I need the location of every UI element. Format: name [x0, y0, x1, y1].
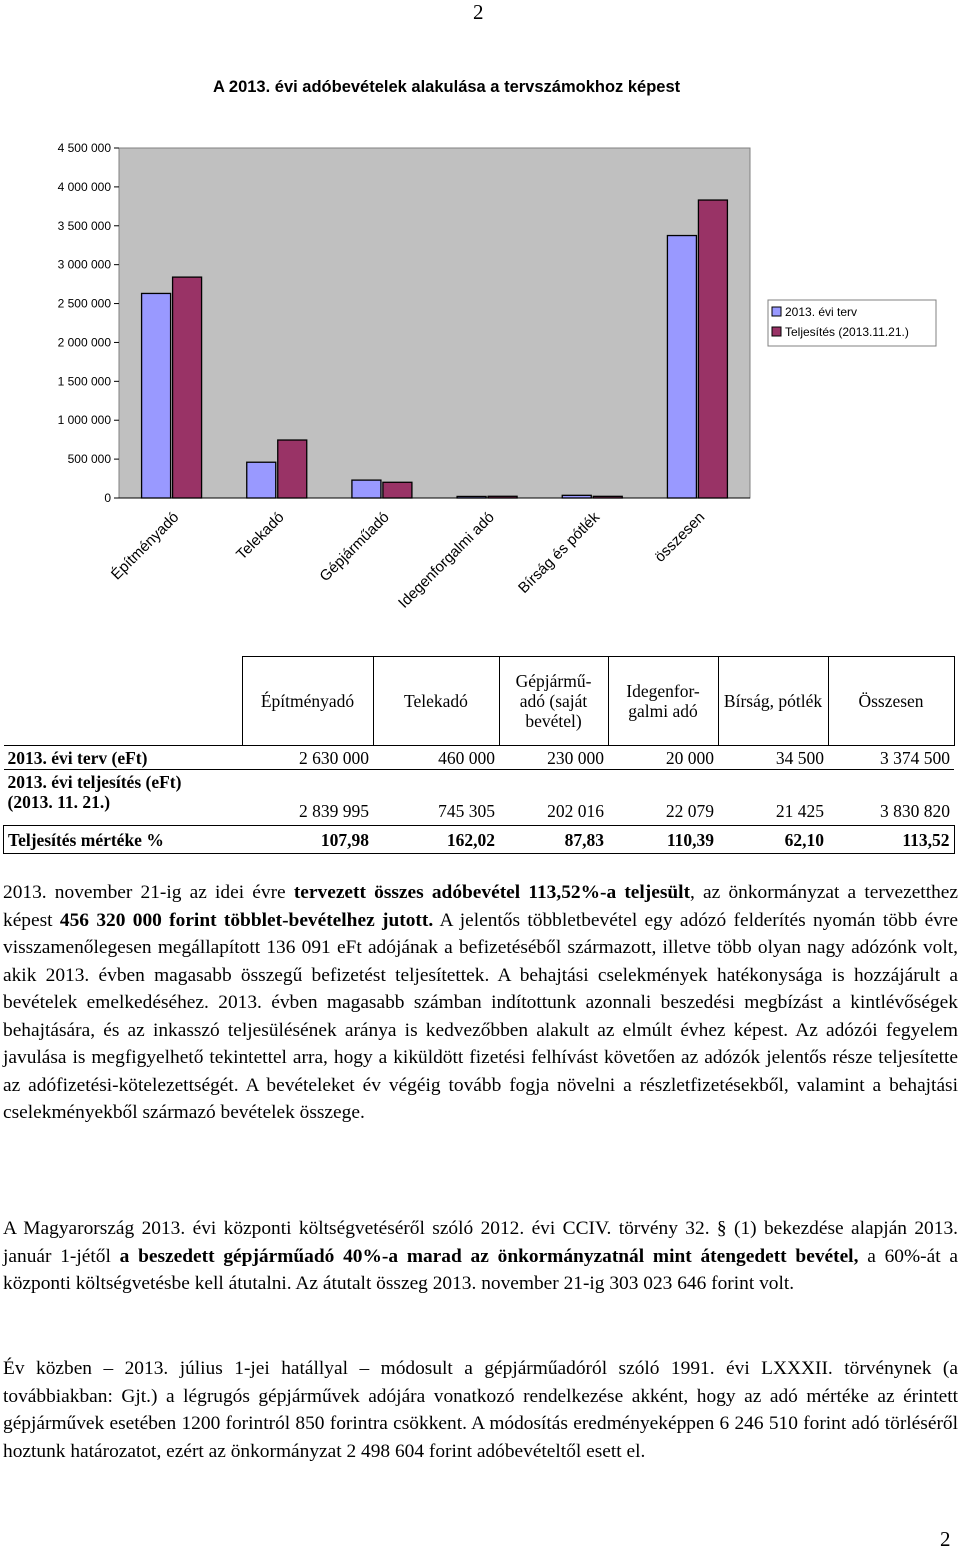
table-row [4, 746, 955, 770]
y-tick-label: 0 [104, 491, 111, 505]
bar [488, 496, 517, 498]
bar [173, 277, 202, 498]
bar [247, 462, 276, 498]
bar [667, 236, 696, 498]
table-cell: 113,52 [902, 829, 950, 850]
table-cell: 2 630 000 [299, 747, 369, 768]
paragraph-1: 2013. november 21-ig az idei évre tervezett összes adóbevétel 113,52%-a teljesült, az önkormányzat a tervezetthez képest 456 320 000 forint többlet-bevételhez jutott. A jelentős többletbevétel egy adózó felderítés nyomán több évre visszamenőlegesen megállapított 136 091 eFt adójának a befizetéséből származott, illetve több olyan nagy adózónk volt, akik 2013. évben magasabb összegű befizetést teljesítettek. A behajtási cselekmények hatékonysága is hozzájárult a bevételek emelkedéséhez. 2013. évben magasabb számban indítottunk azonnali beszedési megbízást a kintlévőségek behajtására, és az inkasszó teljesülésének aránya is kedvezőbben alakult az elmúlt évhez képest. Az adózói fegyelem javulása is megfigyelhető tekintettel arra, hogy a kiküldött fizetési felhívást követően az adózók jelentős része teljesítette az adófizetési-kötelezettségét. A bevételeket év végéig tovább fogja növelni a részletfizetésekből, valamint a behajtási cselekményekből származó bevételek összege. [3, 882, 959, 1123]
bar [562, 495, 591, 498]
bar [352, 480, 381, 498]
table-cell: 62,10 [784, 829, 824, 850]
table-cell: 107,98 [320, 829, 369, 850]
table-row [4, 770, 955, 826]
y-tick-label: 4 500 000 [57, 141, 111, 155]
table-cell: 3 830 820 [880, 801, 950, 821]
legend-swatch [772, 327, 781, 336]
header-cell: Bírság, pótlék [718, 657, 828, 746]
table-cell: 87,83 [564, 829, 604, 850]
y-tick-label: 1 500 000 [57, 374, 111, 389]
header-cell: Telekadó [373, 657, 499, 746]
paragraph-3: Év közben – 2013. július 1-jei hatállyal – módosult a gépjárműadóról szóló 1991. évi LXXXII. törvénynek (a továbbiakban: Gjt.) a légrugós gépjárművek adójára vonatkozó rendelkezése akként, hogy az adó mértéke az érintett gépjárművek esetében 1200 forintról 850 forintra csökkent. A módosítás eredményeképpen 6 246 510 forint adó törléséről hoztunk határozatot, ezért az önkormányzat 2 498 604 forint adóbevételtől esett el. [3, 1358, 958, 1462]
table-cell: 3 374 500 [880, 747, 950, 768]
table-cell: 2 839 995 [299, 801, 369, 821]
table-cell: 21 425 [775, 801, 824, 821]
bar [383, 482, 412, 498]
bar [698, 200, 727, 498]
header-cell: Gépjármű-adó (saját bevétel) [499, 657, 608, 746]
bar [593, 496, 622, 498]
legend-swatch [772, 307, 781, 316]
page-number-top: 2 [473, 0, 484, 24]
y-tick-label: 500 000 [67, 452, 111, 467]
y-tick-label: 2 500 000 [57, 296, 111, 311]
header-cell: Összesen [828, 657, 954, 746]
category-label: Gépjárműadó [316, 508, 393, 586]
paragraph-2: A Magyarország 2013. évi központi költségvetéséről szóló 2012. évi CCIV. törvény 32. § (1) bekezdése alapján 2013. január 1-jétől a beszedett gépjárműadó 40%-a marad az önkormányzatnál mint átengedett bevétel, a 60%-át a központi költségvetésbe kell átutalni. Az átutalt összeg 2013. november 21-ig 303 023 646 forint volt. [3, 1218, 958, 1294]
table-cell: 110,39 [666, 829, 714, 850]
bar [457, 496, 486, 498]
legend-label: 2013. évi terv [785, 305, 858, 319]
page-number-bottom: 2 [940, 1527, 951, 1551]
table-cell: 230 000 [547, 747, 604, 768]
table-cell: 162,02 [446, 829, 495, 850]
table-cell: 202 016 [547, 801, 604, 821]
table-cell: 20 000 [665, 747, 714, 768]
category-label: Bírság és pótlék [514, 508, 604, 597]
chart-title: A 2013. évi adóbevételek alakulása a tervszámokhoz képest [213, 78, 681, 96]
category-label: Telekadó [233, 508, 288, 564]
row-label: 2013. évi teljesítés (eFt) [7, 772, 182, 792]
row-label: 2013. évi terv (eFt) [7, 747, 148, 768]
y-tick-label: 3 000 000 [57, 257, 111, 272]
header-cell: Idegenfor-galmi adó [608, 657, 718, 746]
bar-chart [0, 0, 960, 650]
category-label: Építményadó [107, 508, 183, 584]
table-cell: 460 000 [438, 747, 495, 768]
table-cell: 34 500 [775, 747, 824, 768]
y-tick-label: 3 500 000 [57, 218, 111, 233]
bar [278, 440, 307, 498]
header-cell: Építményadó [242, 657, 373, 746]
table-cell: 745 305 [438, 801, 495, 821]
bar [142, 293, 171, 498]
plot-area [119, 148, 750, 498]
revenue-table [3, 656, 955, 854]
category-label: Idegenforgalmi adó [395, 508, 498, 612]
row-label: Teljesítés mértéke % [8, 829, 164, 850]
legend-label: Teljesítés (2013.11.21.) [785, 325, 909, 339]
y-tick-label: 1 000 000 [57, 413, 111, 428]
row-label-date: (2013. 11. 21.) [7, 792, 111, 812]
table-cell: 22 079 [665, 801, 714, 821]
category-label: összesen [651, 508, 709, 566]
table-header-row [4, 657, 955, 746]
y-tick-label: 4 000 000 [57, 179, 111, 194]
table-row [4, 826, 955, 854]
y-tick-label: 2 000 000 [57, 335, 111, 350]
